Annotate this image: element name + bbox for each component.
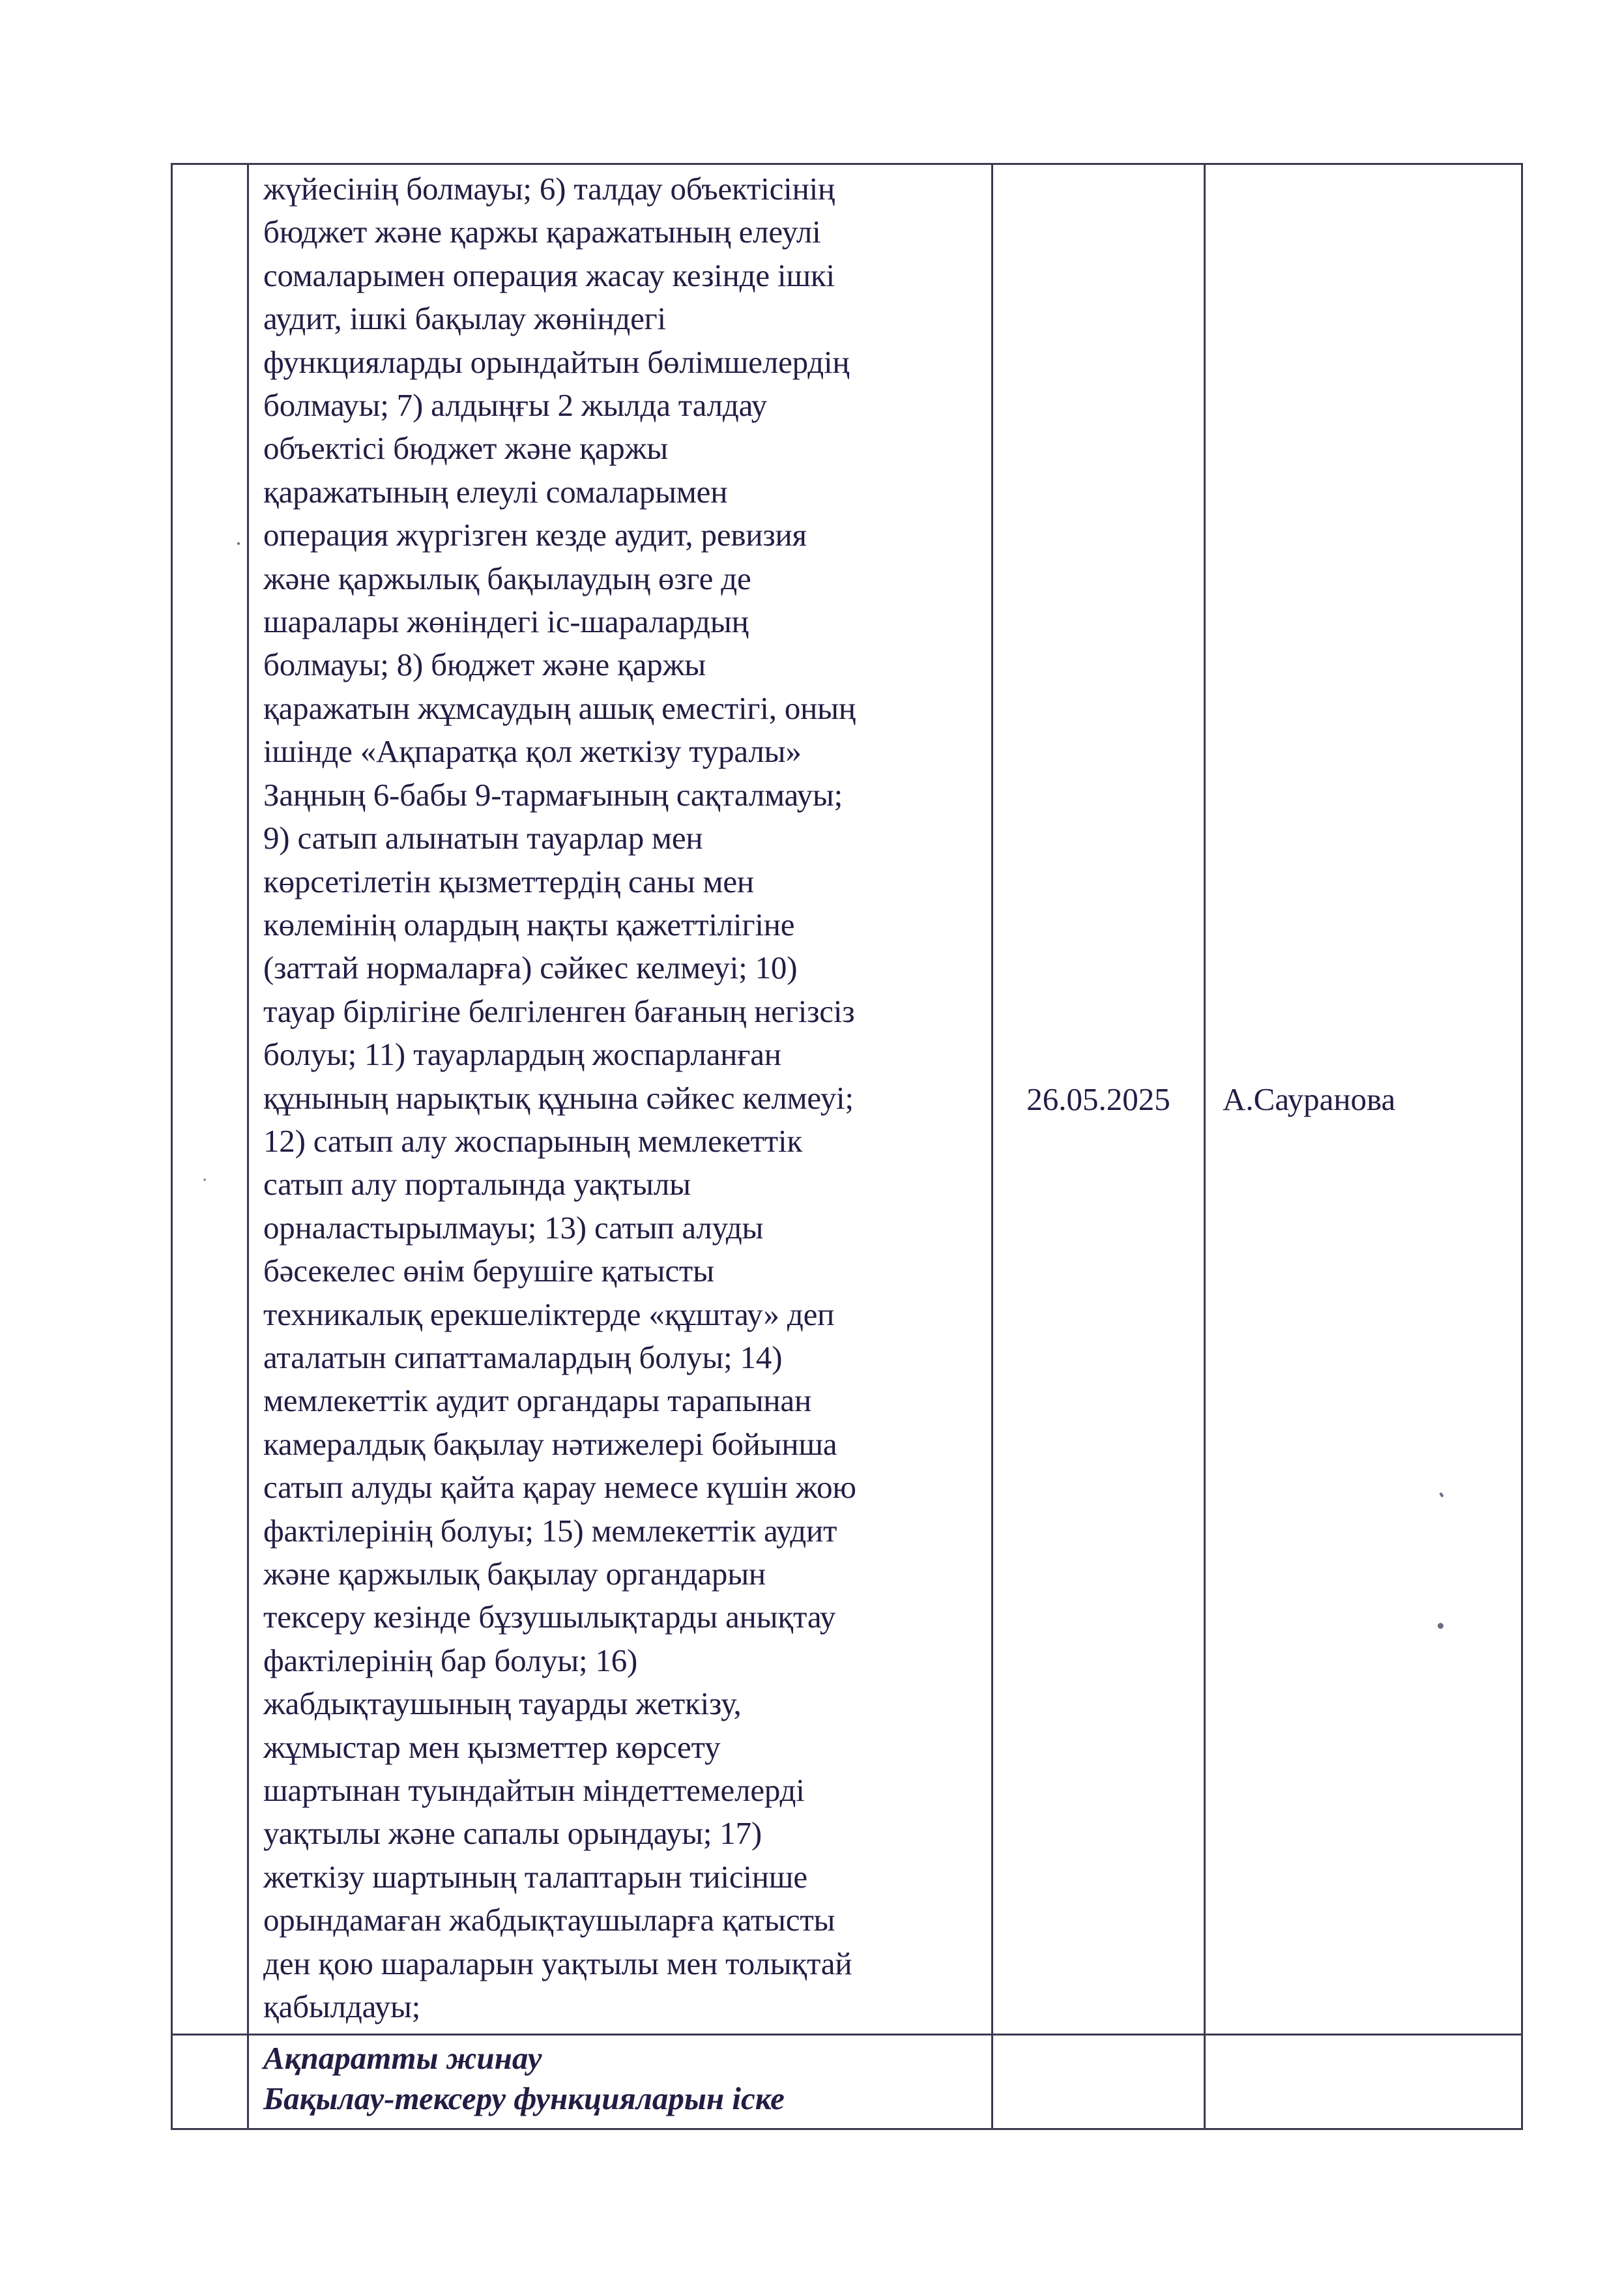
text-line: 9) сатып алынатын тауарлар мен: [263, 820, 703, 856]
text-line: шартынан туындайтын міндеттемелерді: [263, 1772, 805, 1809]
text-line: орналастырылмауы; 13) сатып алуды: [263, 1209, 764, 1246]
text-line: (заттай нормаларға) сәйкес келмеуі; 10): [263, 950, 798, 986]
scan-speck: [1438, 1623, 1443, 1629]
text-line: көлемінің олардың нақты қажеттілігіне: [263, 906, 795, 942]
scan-speck: [203, 1178, 206, 1181]
number-cell: [172, 2035, 248, 2129]
text-line: тауар бірлігіне белгіленген бағаның негізсіз: [263, 993, 855, 1029]
text-line: және қаржылық бақылау органдарын: [263, 1556, 766, 1592]
text-line: болмауы; 8) бюджет және қаржы: [263, 647, 706, 683]
deadline-date: 26.05.2025: [1026, 1081, 1170, 1117]
text-line: тексеру кезінде бұзушылықтарды анықтау: [263, 1599, 836, 1635]
text-line: құнының нарықтық құнына сәйкес келмеуі;: [263, 1079, 854, 1116]
description-cell: [248, 164, 993, 2035]
text-line: функцияларды орындайтын бөлімшелердің: [263, 343, 850, 380]
table-row: [172, 164, 1522, 2035]
text-line: фактілерінің болуы; 15) мемлекеттік аудит: [263, 1512, 837, 1549]
text-line: камералдық бақылау нәтижелері бойынша: [263, 1425, 837, 1462]
text-line: сомаларымен операция жасау кезінде ішкі: [263, 257, 835, 293]
text-line: шаралары жөніндегі іс-шаралардың: [263, 604, 749, 640]
text-line: аудит, ішкі бақылау жөніндегі: [263, 300, 666, 337]
section-heading-line: Ақпаратты жинау: [263, 2040, 542, 2077]
text-line: Заңның 6-бабы 9-тармағының сақталмауы;: [263, 776, 843, 813]
text-line: жүйесінің болмауы; 6) талдау объектісінің: [263, 171, 835, 207]
section-heading-cell: [248, 2035, 993, 2129]
text-line: мемлекеттік аудит органдары тарапынан: [263, 1382, 812, 1419]
text-line: қабылдауы;: [263, 1989, 421, 2025]
text-line: ішінде «Ақпаратқа қол жеткізу туралы»: [263, 733, 802, 770]
plan-table: [171, 163, 1523, 2130]
text-line: техникалық ерекшеліктерде «құштау» деп: [263, 1296, 835, 1332]
text-line: жабдықтаушының тауарды жеткізу,: [263, 1685, 742, 1722]
text-line: болмауы; 7) алдыңғы 2 жылда талдау: [263, 387, 767, 424]
deadline-cell: [993, 2035, 1205, 2129]
text-line: болуы; 11) тауарлардың жоспарланған: [263, 1036, 781, 1073]
text-line: аталатын сипаттамалардың болуы; 14): [263, 1339, 783, 1375]
text-line: жұмыстар мен қызметтер көрсету: [263, 1729, 721, 1765]
text-line: уақтылы және сапалы орындауы; 17): [263, 1815, 762, 1852]
text-line: сатып алуды қайта қарау немесе күшін жою: [263, 1469, 856, 1506]
text-line: қаражатын жұмсаудың ашық еместігі, оның: [263, 690, 856, 726]
text-line: фактілерінің бар болуы; 16): [263, 1642, 638, 1678]
text-line: бюджет және қаржы қаражатының елеулі: [263, 214, 821, 250]
responsible-cell: [1205, 2035, 1522, 2129]
text-line: сатып алу порталында уақтылы: [263, 1166, 691, 1203]
text-line: операция жүргізген кезде аудит, ревизия: [263, 517, 807, 553]
deadline-cell: [993, 164, 1205, 2035]
responsible-person: А.Сауранова: [1223, 1081, 1396, 1117]
number-cell: [172, 164, 248, 2035]
text-line: көрсетілетін қызметтердің саны мен: [263, 863, 754, 899]
text-line: орындамаған жабдықтаушыларға қатысты: [263, 1902, 835, 1938]
text-line: қаражатының елеулі сомаларымен: [263, 473, 728, 510]
text-line: ден қою шараларын уақтылы мен толықтай: [263, 1945, 852, 1981]
text-line: және қаржылық бақылаудың өзге де: [263, 560, 751, 596]
scan-speck: [237, 542, 240, 545]
responsible-cell: [1205, 164, 1522, 2035]
text-line: жеткізу шартының талаптарын тиісінше: [263, 1858, 807, 1895]
text-line: бәсекелес өнім берушіге қатысты: [263, 1253, 714, 1289]
text-line: 12) сатып алу жоспарының мемлекеттік: [263, 1122, 803, 1159]
section-heading-line: Бақылау-тексеру функцияларын іске: [263, 2080, 785, 2117]
table-row: [172, 2035, 1522, 2129]
text-line: объектісі бюджет және қаржы: [263, 430, 668, 467]
